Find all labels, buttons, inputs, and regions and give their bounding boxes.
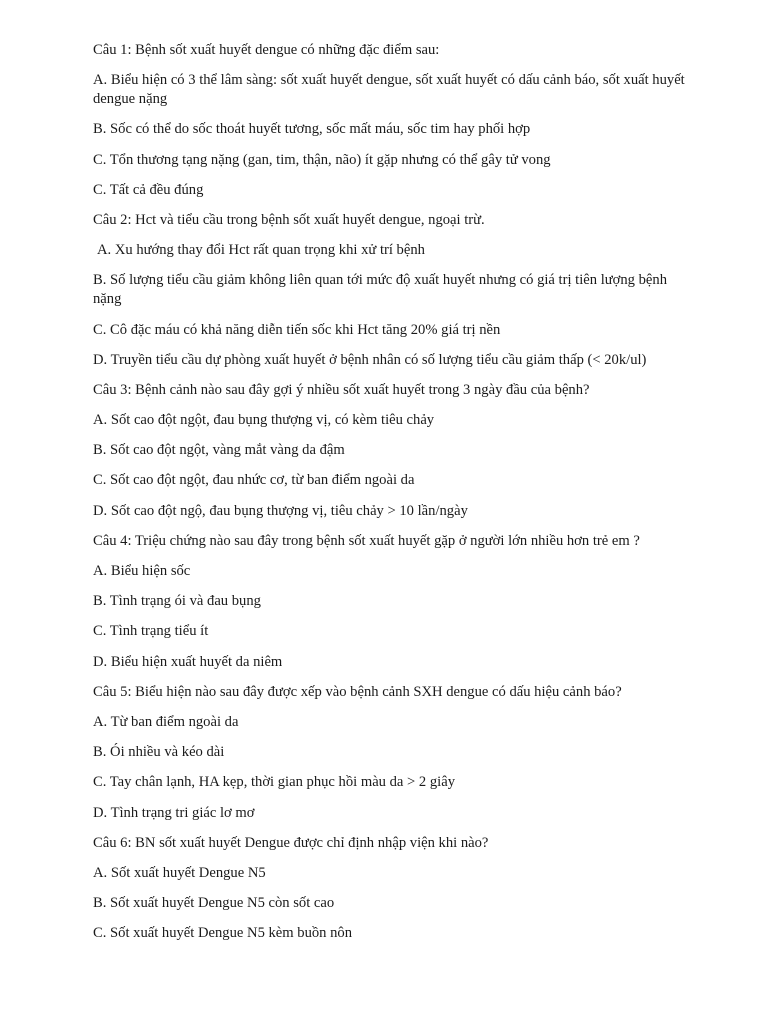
question-5-option-d: D. Tình trạng tri giác lơ mơ <box>93 804 255 821</box>
question-1-option-c2: C. Tất cả đều đúng <box>93 181 204 198</box>
question-6-stem: Câu 6: BN sốt xuất huyết Dengue được chỉ định nhập viện khi nào? <box>93 834 489 851</box>
question-4-option-c: C. Tình trạng tiểu ít <box>93 623 209 640</box>
question-6-option-b: B. Sốt xuất huyết Dengue N5 còn sốt cao <box>93 895 335 912</box>
question-5-option-b: B. Ói nhiều và kéo dài <box>93 744 225 761</box>
question-2-stem: Câu 2: Hct và tiểu cầu trong bệnh sốt xuất huyết dengue, ngoại trừ. <box>93 211 485 228</box>
question-1-option-b: B. Sốc có thể do sốc thoát huyết tương, sốc mất máu, sốc tim hay phối hợp <box>93 121 531 138</box>
question-1-option-a: A. Biểu hiện có 3 thể lâm sàng: sốt xuất huyết dengue, sốt xuất huyết có dấu cảnh báo, sốt xuất huyết dengue nặng <box>93 72 685 108</box>
question-4-option-d: D. Biểu hiện xuất huyết da niêm <box>93 653 283 670</box>
question-3-option-a: A. Sốt cao đột ngột, đau bụng thượng vị, có kèm tiêu chảy <box>93 412 435 429</box>
question-2-option-b: B. Số lượng tiểu cầu giảm không liên quan tới mức độ xuất huyết nhưng có giá trị tiên lượng bệnh nặng <box>93 272 667 308</box>
question-3-option-b: B. Sốt cao đột ngột, vàng mắt vàng da đậm <box>93 442 345 459</box>
question-3-option-c: C. Sốt cao đột ngột, đau nhức cơ, từ ban điểm ngoài da <box>93 472 415 489</box>
question-5-option-a: A. Từ ban điểm ngoài da <box>93 713 239 730</box>
question-6-option-c: C. Sốt xuất huyết Dengue N5 kèm buồn nôn <box>93 925 353 942</box>
question-1-option-c: C. Tổn thương tạng nặng (gan, tim, thận, não) ít gặp nhưng có thể gây tử vong <box>93 151 551 168</box>
question-2-option-a: A. Xu hướng thay đổi Hct rất quan trọng khi xử trí bệnh <box>97 242 425 259</box>
question-4-option-a: A. Biểu hiện sốc <box>93 563 191 579</box>
question-4-option-b: B. Tình trạng ói và đau bụng <box>93 593 261 610</box>
document-page <box>93 41 693 954</box>
question-3-stem: Câu 3: Bệnh cảnh nào sau đây gợi ý nhiều sốt xuất huyết trong 3 ngày đầu của bệnh? <box>93 381 590 398</box>
question-6-option-a: A. Sốt xuất huyết Dengue N5 <box>93 864 266 881</box>
question-2-option-d: D. Truyền tiểu cầu dự phòng xuất huyết ở bệnh nhân có số lượng tiểu cầu giảm thấp (< 20k/ul) <box>93 351 647 368</box>
question-2-option-c: C. Cô đặc máu có khả năng diễn tiến sốc khi Hct tăng 20% giá trị nền <box>93 321 501 338</box>
question-3-option-d: D. Sốt cao đột ngộ, đau bụng thượng vị, tiêu chảy > 10 lần/ngày <box>93 502 468 519</box>
question-5-stem: Câu 5: Biểu hiện nào sau đây được xếp vào bệnh cảnh SXH dengue có dấu hiệu cảnh báo? <box>93 683 622 700</box>
question-4-stem: Câu 4: Triệu chứng nào sau đây trong bệnh sốt xuất huyết gặp ở người lớn nhiều hơn trẻ em ? <box>93 532 640 549</box>
question-1-stem: Câu 1: Bệnh sốt xuất huyết dengue có những đặc điểm sau: <box>93 42 440 58</box>
question-5-option-c: C. Tay chân lạnh, HA kẹp, thời gian phục hồi màu da > 2 giây <box>93 774 455 791</box>
